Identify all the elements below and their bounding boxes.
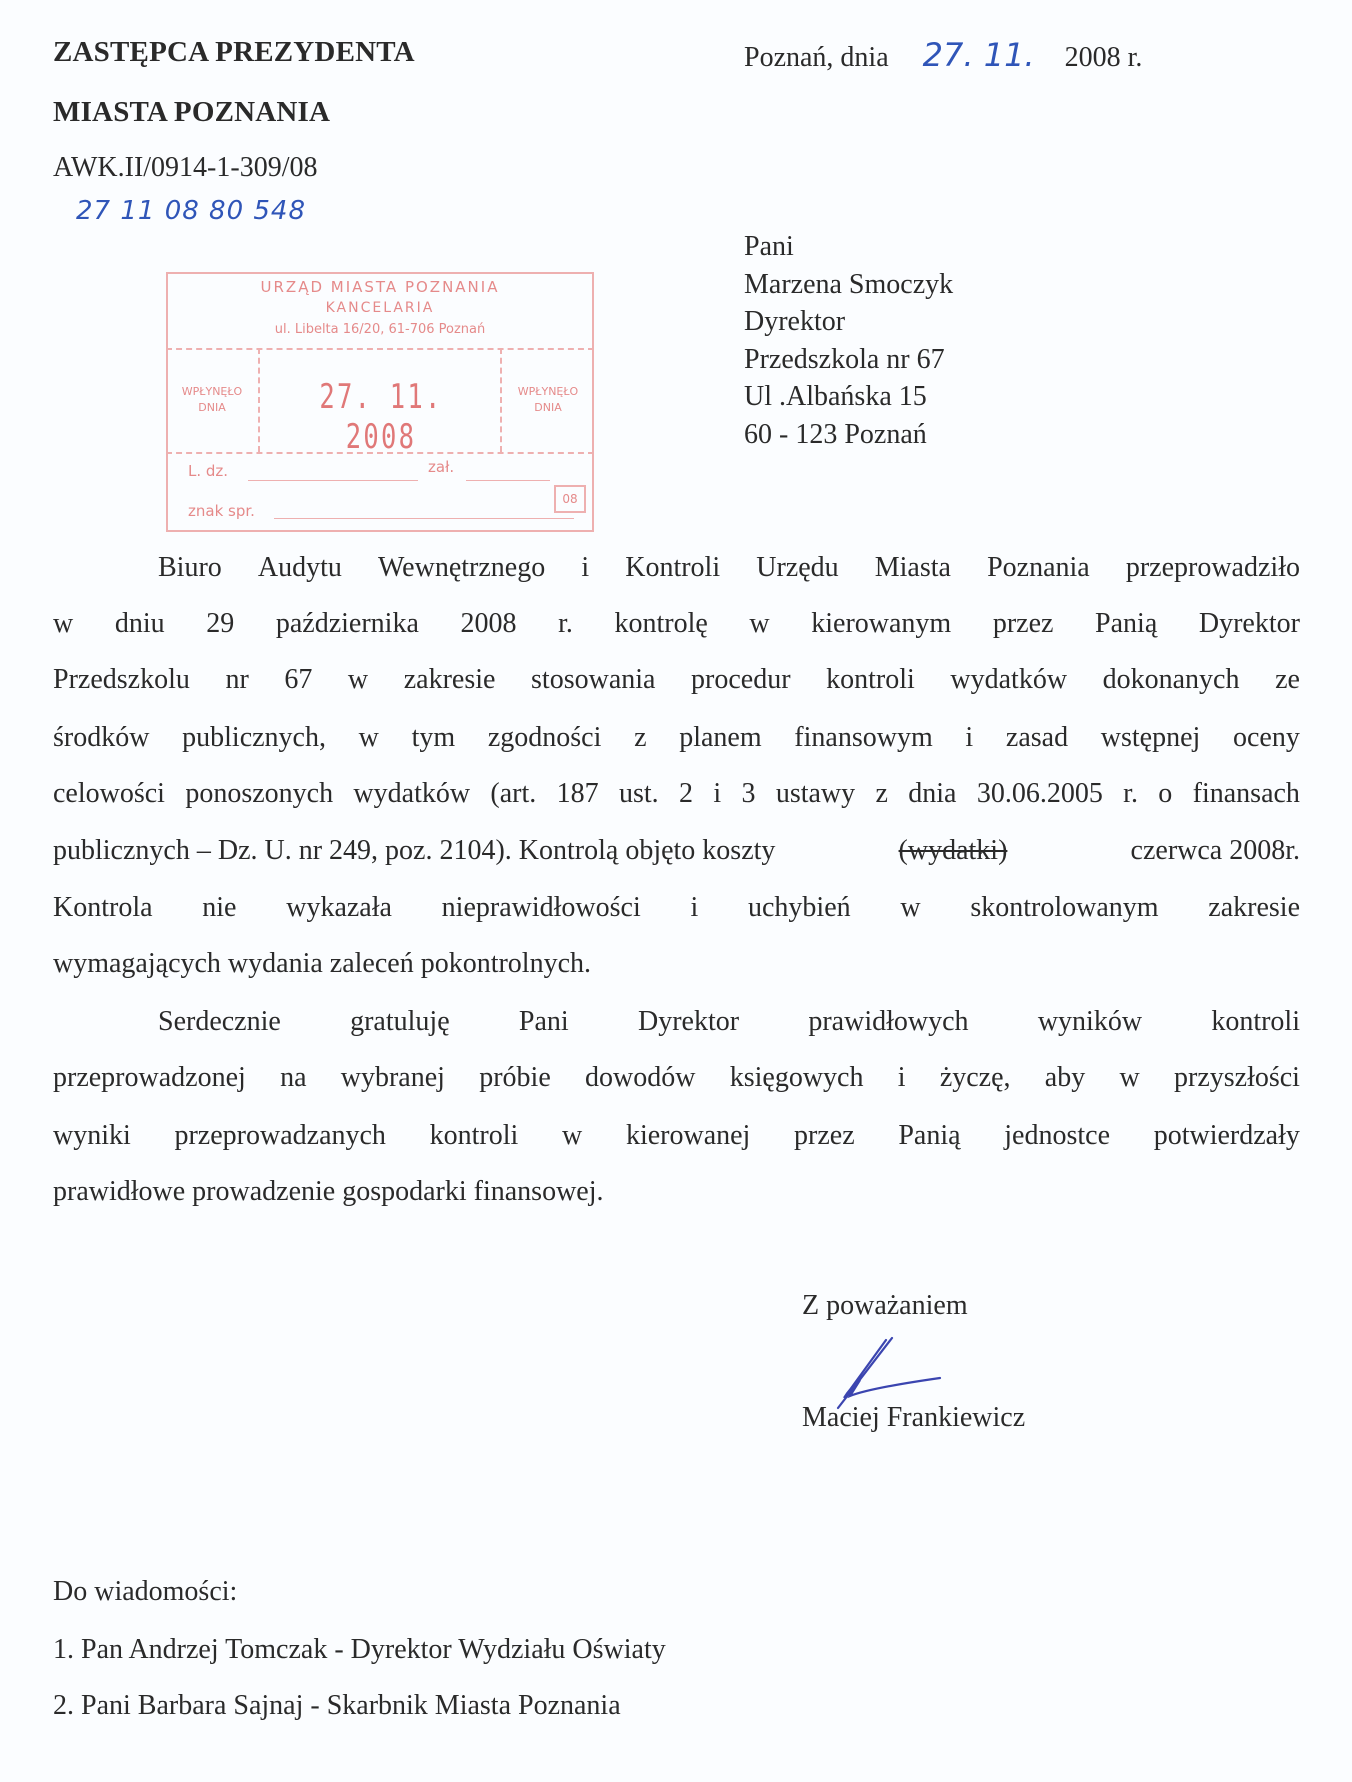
- reference-number: AWK.II/0914-1-309/08: [53, 152, 318, 183]
- word: Kontrola: [53, 892, 153, 923]
- handwritten-signature: [830, 1330, 960, 1410]
- struck-out-text: (wydatki): [898, 835, 1008, 866]
- word: gratuluję: [350, 1006, 450, 1037]
- signature-stroke: [838, 1338, 940, 1408]
- word: 29: [206, 608, 235, 639]
- signatory-name: Maciej Frankiewicz: [802, 1402, 1026, 1433]
- word: 187: [556, 778, 599, 809]
- word: zakresie: [403, 664, 496, 695]
- word: na: [280, 1062, 307, 1093]
- word: procedur: [691, 664, 791, 695]
- stamp-department: KANCELARIA: [325, 300, 435, 316]
- word: finansach: [1192, 778, 1300, 809]
- body-line: [53, 778, 1300, 810]
- word: wyników: [1037, 1006, 1143, 1037]
- word: kontroli: [826, 664, 915, 695]
- word: potwierdzały: [1153, 1120, 1300, 1151]
- word: Miasta: [874, 552, 951, 583]
- word: o: [1158, 778, 1173, 809]
- word: w: [1119, 1062, 1140, 1093]
- body-line: [53, 1120, 1300, 1152]
- word: w: [749, 608, 770, 639]
- issuer-title-line2: MIASTA POZNANIA: [53, 96, 331, 128]
- body-line: [53, 608, 1300, 640]
- word: i: [713, 778, 722, 809]
- word: przyszłości: [1174, 1062, 1300, 1093]
- word: i: [897, 1062, 906, 1093]
- word: kierowanym: [811, 608, 952, 639]
- word: kontrolę: [614, 608, 708, 639]
- stamp-office: URZĄD MIASTA POZNANIA: [260, 278, 500, 296]
- body-text: czerwca 2008r.: [1130, 835, 1300, 866]
- word: wstępnej: [1100, 722, 1201, 753]
- word: w: [562, 1120, 583, 1151]
- word: wydatków: [950, 664, 1068, 695]
- word: 67: [284, 664, 313, 695]
- word: Pani: [518, 1006, 569, 1037]
- word: wyniki: [53, 1120, 131, 1151]
- word: i: [965, 722, 974, 753]
- word: jednostce: [1004, 1120, 1111, 1151]
- body-line: [53, 664, 1300, 696]
- word: Urzędu: [756, 552, 839, 583]
- word: i: [690, 892, 699, 923]
- word: nie: [202, 892, 237, 923]
- body-line: prawidłowe prowadzenie gospodarki finansowej.: [53, 1176, 604, 1207]
- word: Biuro: [158, 552, 222, 583]
- word: Panią: [898, 1120, 961, 1151]
- word: przez: [794, 1120, 855, 1151]
- cc-item: 2. Pani Barbara Sajnaj - Skarbnik Miasta Poznania: [53, 1690, 621, 1721]
- body-line: [53, 892, 1300, 924]
- word: Przedszkolu: [53, 664, 190, 695]
- word: finansowym: [794, 722, 933, 753]
- word: kontroli: [429, 1120, 519, 1151]
- word: kierowanej: [625, 1120, 751, 1151]
- word: ust.: [618, 778, 659, 809]
- stamp-zal-line: [466, 480, 550, 481]
- word: księgowych: [729, 1062, 864, 1093]
- word: dnia: [908, 778, 957, 809]
- stamp-year-box: 08: [554, 485, 586, 513]
- body-text: publicznych – Dz. U. nr 249, poz. 2104). Kontrolą objęto koszty: [53, 835, 776, 866]
- stamp-address: ul. Libelta 16/20, 61-706 Poznań: [274, 322, 486, 337]
- place-date: [744, 36, 1304, 74]
- word: października: [275, 608, 419, 639]
- word: środków: [53, 722, 150, 753]
- word: w: [358, 722, 379, 753]
- issuer-title-line1: ZASTĘPCA PREZYDENTA: [53, 36, 415, 68]
- word: w: [347, 664, 369, 695]
- stamp-received-label-left: WPŁYNĘŁO DNIA: [181, 385, 243, 414]
- stamp-field-znak: znak spr.: [188, 502, 255, 520]
- word: przez: [992, 608, 1054, 639]
- recipient-line: Marzena Smoczyk: [744, 268, 954, 300]
- word: próbie: [479, 1062, 551, 1093]
- stamp-ldz-line: [248, 480, 418, 481]
- word: uchybień: [747, 892, 851, 923]
- word: Dyrektor: [1198, 608, 1300, 639]
- word: przeprowadziło: [1125, 552, 1300, 583]
- word: prawidłowych: [808, 1006, 969, 1037]
- word: nieprawidłowości: [441, 892, 641, 923]
- word: w: [900, 892, 921, 923]
- word: Poznania: [987, 552, 1090, 583]
- word: Audytu: [257, 552, 342, 583]
- word: wydatków: [353, 778, 471, 809]
- stamp-divider: [166, 348, 594, 350]
- stamp-field-zal: zał.: [428, 458, 455, 476]
- word: i: [581, 552, 590, 583]
- body-line-with-strike: [53, 835, 1300, 867]
- word: Wewnętrznego: [378, 552, 546, 583]
- handwritten-date: 27. 11.: [922, 36, 1035, 74]
- word: (art.: [490, 778, 537, 809]
- word: wykazała: [286, 892, 392, 923]
- word: Dyrektor: [637, 1006, 740, 1037]
- word: przeprowadzanych: [174, 1120, 386, 1151]
- closing-salutation: Z poważaniem: [802, 1290, 968, 1321]
- word: r.: [1123, 778, 1138, 809]
- word: Serdecznie: [158, 1006, 281, 1037]
- word: stosowania: [531, 664, 656, 695]
- body-line: [53, 1062, 1300, 1094]
- stamp-divider: [258, 348, 260, 452]
- word: tym: [411, 722, 456, 753]
- word: kontroli: [1211, 1006, 1300, 1037]
- word: oceny: [1232, 722, 1300, 753]
- word: Kontroli: [625, 552, 721, 583]
- recipient-line: Ul .Albańska 15: [744, 381, 927, 412]
- stamp-field-ldz: L. dz.: [188, 462, 229, 480]
- recipient-line: Pani: [744, 231, 794, 262]
- word: celowości: [53, 778, 165, 809]
- word: publicznych,: [182, 722, 326, 753]
- word: dokonanych: [1102, 664, 1240, 695]
- word: dniu: [114, 608, 165, 639]
- word: dowodów: [585, 1062, 696, 1093]
- word: w: [53, 608, 74, 639]
- word: zasad: [1005, 722, 1069, 753]
- stamp-date: 27. 11. 2008: [319, 377, 443, 457]
- body-line: [158, 1006, 1300, 1038]
- stamp-received-label-right: WPŁYNĘŁO DNIA: [517, 385, 579, 414]
- stamp-divider: [166, 452, 594, 454]
- body-line: [158, 552, 1300, 584]
- word: przeprowadzonej: [53, 1062, 246, 1093]
- word: ponoszonych: [185, 778, 334, 809]
- word: planem: [679, 722, 762, 753]
- cc-heading: Do wiadomości:: [53, 1576, 238, 1607]
- word: Panią: [1095, 608, 1158, 639]
- word: ustawy: [775, 778, 856, 809]
- place-date-suffix: 2008 r.: [1064, 42, 1143, 73]
- recipient-address: [744, 228, 953, 453]
- word: 2: [679, 778, 693, 809]
- word: z: [875, 778, 888, 809]
- word: życzę,: [939, 1062, 1011, 1093]
- word: 3: [741, 778, 756, 809]
- cc-item: 1. Pan Andrzej Tomczak - Dyrektor Wydziału Oświaty: [53, 1634, 666, 1665]
- place-date-prefix: Poznań, dnia: [744, 42, 889, 73]
- word: wybranej: [340, 1062, 445, 1093]
- body-line: wymagających wydania zaleceń pokontrolnych.: [53, 948, 592, 979]
- word: aby: [1044, 1062, 1086, 1093]
- word: ze: [1275, 664, 1300, 695]
- stamp-znak-line: [274, 518, 574, 519]
- word: z: [634, 722, 647, 753]
- recipient-line: Dyrektor: [744, 306, 846, 337]
- handwritten-registry-number: 27 11 08 80 548: [76, 196, 307, 226]
- word: zgodności: [487, 722, 602, 753]
- word: 2008: [460, 608, 517, 639]
- word: zakresie: [1208, 892, 1300, 923]
- word: 30.06.2005: [976, 778, 1103, 809]
- recipient-line: 60 - 123 Poznań: [744, 418, 927, 450]
- body-line: [53, 722, 1300, 754]
- recipient-line: Przedszkola nr 67: [744, 343, 945, 375]
- registry-stamp: [166, 272, 594, 532]
- word: skontrolowanym: [970, 892, 1159, 923]
- word: nr: [225, 664, 249, 695]
- word: r.: [558, 608, 573, 639]
